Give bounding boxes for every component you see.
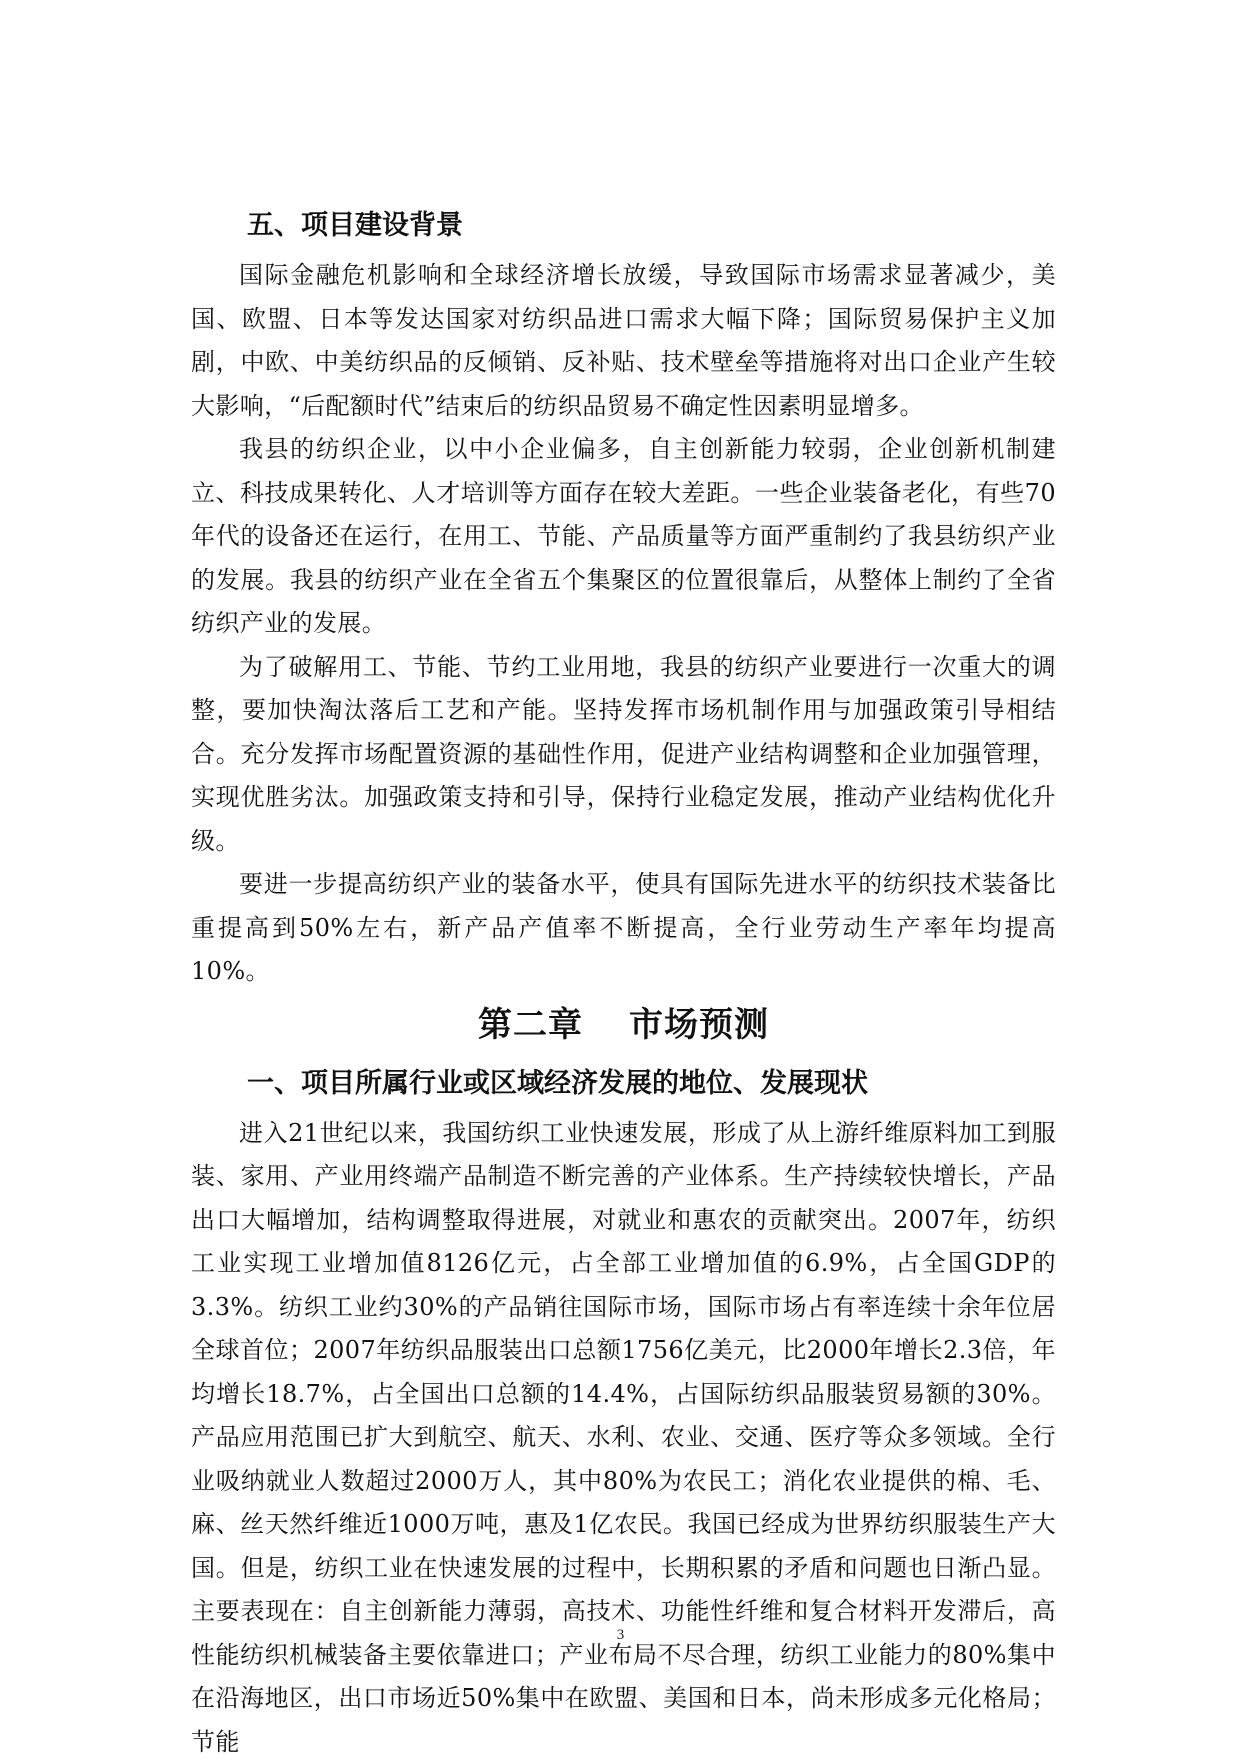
- page-number: 3: [0, 1627, 1241, 1644]
- chapter-heading: [191, 994, 1056, 1056]
- section-one-heading: 一、项目所属行业或区域经济发展的地位、发展现状: [191, 1056, 1056, 1112]
- body-paragraph: 进入21世纪以来，我国纺织工业快速发展，形成了从上游纤维原料加工到服装、家用、产业用终端产品制造不断完善的产业体系。生产持续较快增长，产品出口大幅增加，结构调整取得进展，对就业和惠农的贡献突出。2007年，纺织工业实现工业增加值8126亿元，占全部工业增加值的6.9%，占全国GDP的3.3%。纺织工业约30%的产品销往国际市场，国际市场占有率连续十余年位居全球首位；2007年纺织品服装出口总额1756亿美元，比2000年增长2.3倍，年均增长18.7%，占全国出口总额的14.4%，占国际纺织品服装贸易额的30%。产品应用范围已扩大到航空、航天、水利、农业、交通、医疗等众多领域。全行业吸纳就业人数超过2000万人，其中80%为农民工；消化农业提供的棉、毛、麻、丝天然纤维近1000万吨，惠及1亿农民。我国已经成为世界纺织服装生产大国。但是，纺织工业在快速发展的过程中，长期积累的矛盾和问题也日渐凸显。主要表现在：自主创新能力薄弱，高技术、功能性纤维和复合材料开发滞后，高性能纺织机械装备主要依靠进口；产业布局不尽合理，纺织工业能力的80%集中在沿海地区，出口市场近50%集中在欧盟、美国和日本，尚未形成多元化格局；节能: [191, 1112, 1056, 1764]
- body-paragraph: 国际金融危机影响和全球经济增长放缓，导致国际市场需求显著减少，美国、欧盟、日本等发达国家对纺织品进口需求大幅下降；国际贸易保护主义加剧，中欧、中美纺织品的反倾销、反补贴、技术壁垒等措施将对出口企业产生较大影响，“后配额时代”结束后的纺织品贸易不确定性因素明显增多。: [191, 254, 1056, 428]
- chapter-label: 第二章: [478, 1005, 583, 1045]
- chapter-title: 市场预测: [629, 1005, 769, 1045]
- body-paragraph: 要进一步提高纺织产业的装备水平，使具有国际先进水平的纺织技术装备比重提高到50%左右，新产品产值率不断提高，全行业劳动生产率年均提高10%。: [191, 863, 1056, 994]
- section-five-heading: 五、项目建设背景: [191, 198, 1056, 254]
- body-paragraph: 我县的纺织企业，以中小企业偏多，自主创新能力较弱，企业创新机制建立、科技成果转化、人才培训等方面存在较大差距。一些企业装备老化，有些70年代的设备还在运行，在用工、节能、产品质量等方面严重制约了我县纺织产业的发展。我县的纺织产业在全省五个集聚区的位置很靠后，从整体上制约了全省纺织产业的发展。: [191, 428, 1056, 646]
- page-content: [191, 198, 1056, 1764]
- body-paragraph: 为了破解用工、节能、节约工业用地，我县的纺织产业要进行一次重大的调整，要加快淘汰落后工艺和产能。坚持发挥市场机制作用与加强政策引导相结合。充分发挥市场配置资源的基础性作用，促进产业结构调整和企业加强管理，实现优胜劣汰。加强政策支持和引导，保持行业稳定发展，推动产业结构优化升级。: [191, 646, 1056, 864]
